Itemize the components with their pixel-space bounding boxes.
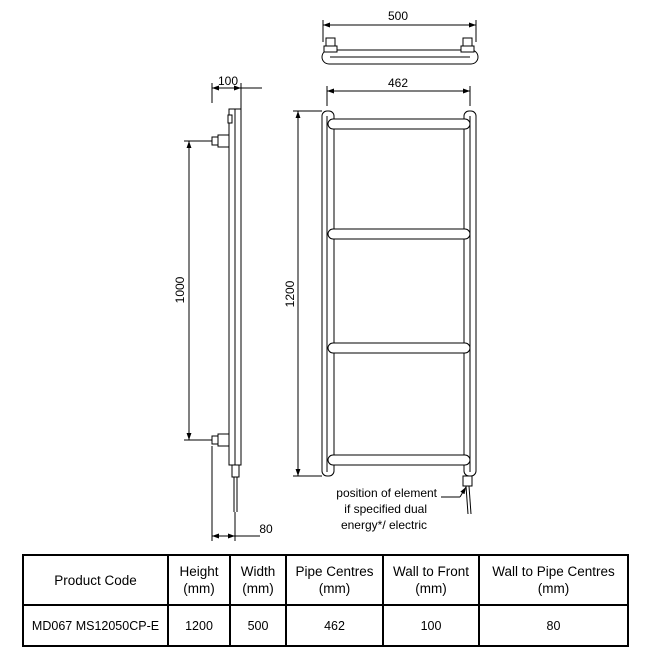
header-wall-to-front-text: Wall to Front xyxy=(392,564,470,579)
height-label: 1200 xyxy=(283,280,297,308)
side-view xyxy=(184,83,262,541)
cell-width: 500 xyxy=(230,605,286,646)
note-line-3: energy*/ electric xyxy=(340,518,427,532)
pipe-centres-label: 462 xyxy=(387,76,409,90)
header-wall-to-pipe-centres xyxy=(479,555,628,605)
front-view xyxy=(293,86,476,514)
header-width xyxy=(230,555,286,605)
header-wall-to-front xyxy=(383,555,479,605)
note-line-1: position of element xyxy=(336,486,437,500)
header-product-code xyxy=(23,555,168,605)
cell-height: 1200 xyxy=(168,605,230,646)
header-wall-to-pipe-centres-text: Wall to Pipe Centres xyxy=(492,564,615,579)
header-pipe-centres-text: Pipe Centres xyxy=(295,564,374,579)
header-height-text: Height xyxy=(179,564,219,579)
header-height-unit: (mm) xyxy=(183,581,215,596)
table-header-row xyxy=(23,555,628,605)
header-wall-to-pipe-centres-unit: (mm) xyxy=(537,581,570,596)
header-pipe-centres xyxy=(286,555,383,605)
table-row xyxy=(23,605,628,646)
top-view xyxy=(322,20,478,64)
header-wall-to-front-unit: (mm) xyxy=(415,581,447,596)
wall-to-pipe-centres-label: 80 xyxy=(259,522,273,536)
wall-to-front-label: 100 xyxy=(217,74,239,88)
overall-width-label: 500 xyxy=(387,9,409,23)
header-product-code-text: Product Code xyxy=(54,572,137,588)
header-pipe-centres-unit: (mm) xyxy=(318,581,351,596)
cell-product-code: MD067 MS12050CP-E xyxy=(23,605,168,646)
note-line-2: if specified dual xyxy=(344,502,427,516)
valve-spacing-label: 1000 xyxy=(173,276,187,304)
header-width-text: Width xyxy=(240,564,276,579)
element-position-note xyxy=(336,486,437,532)
header-width-unit: (mm) xyxy=(242,581,274,596)
cell-wall-to-front: 100 xyxy=(383,605,479,646)
header-height xyxy=(168,555,230,605)
specification-table xyxy=(22,554,629,647)
cell-pipe-centres: 462 xyxy=(286,605,383,646)
cell-wall-to-pipe-centres: 80 xyxy=(479,605,628,646)
